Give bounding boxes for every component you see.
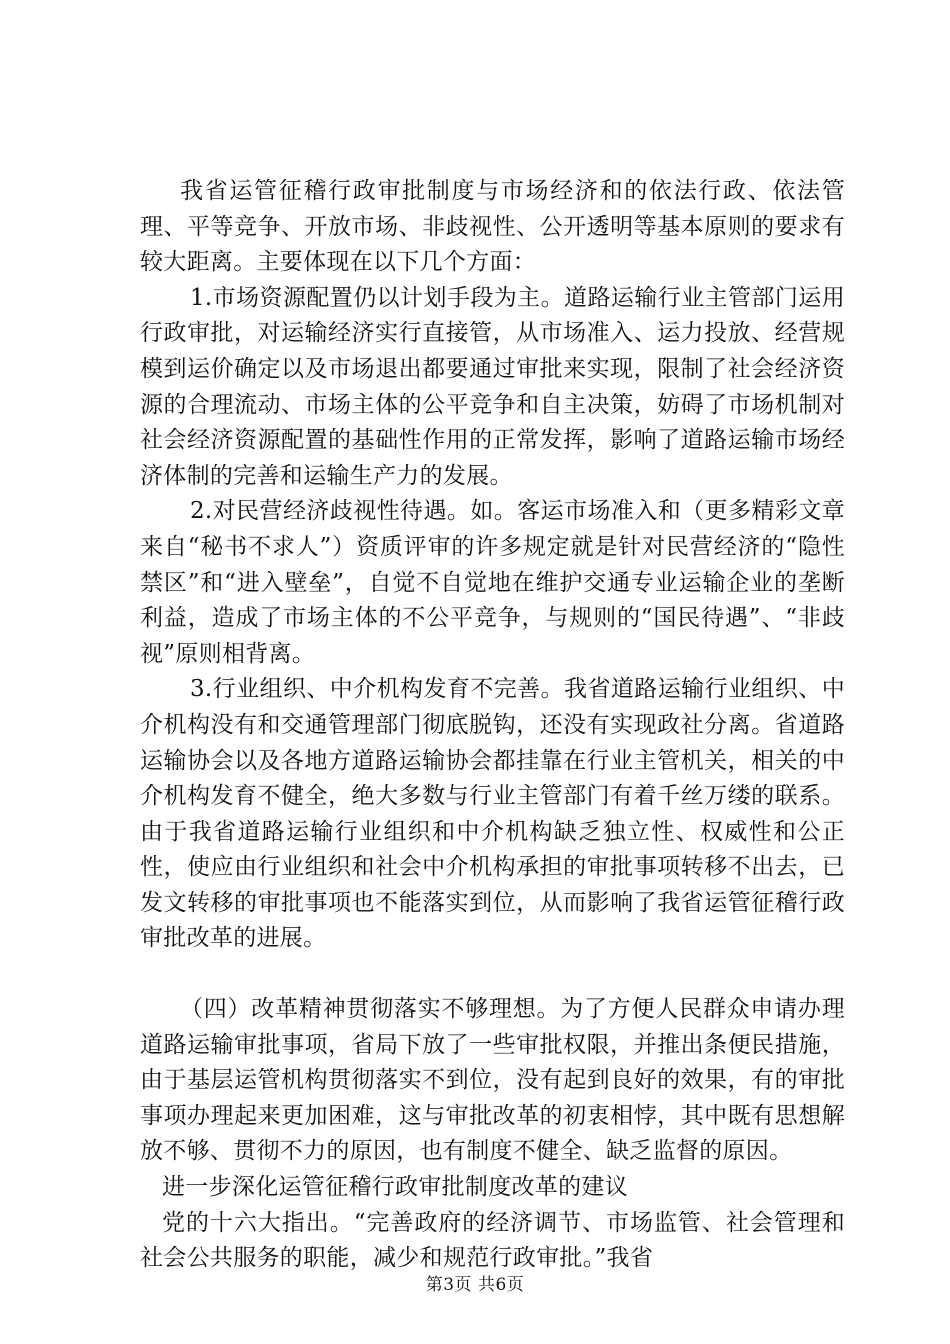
paragraph-point-3: 3.行业组织、中介机构发育不完善。我省道路运输行业组织、中介机构没有和交通管理部门彻底脱钩，还没有实现政社分离。省道路运输协会以及各地方道路运输协会都挂靠在行业主管机关，相关的中介机构发育不健全，绝大多数与行业主管部门有着千丝万缕的联系。由于我省道路运输行业组织和中介机构缺乏独立性、权威性和公正性，使应由行业组织和社会中介机构承担的审批事项转移不出去，已发文转移的审批事项也不能落实到位，从而影响了我省运管征稽行政审批改革的进展。: [140, 676, 845, 952]
paragraph-party-congress: 党的十六大指出。“完善政府的经济调节、市场监管、社会管理和社会公共服务的职能，减少和规范行政审批。”我省: [140, 1209, 845, 1272]
document-body: [140, 174, 845, 1277]
paragraph-intro: 我省运管征稽行政审批制度与市场经济和的依法行政、依法管理、平等竞争、开放市场、非歧视性、公开透明等基本原则的要求有较大距离。主要体现在以下几个方面：: [140, 178, 845, 276]
section-heading-suggestions: 进一步深化运管征稽行政审批制度改革的建议: [162, 1174, 628, 1201]
paragraph-section-4: （四）改革精神贯彻落实不够理想。为了方便人民群众申请办理道路运输审批事项，省局下放了一些审批权限，并推出条便民措施，由于基层运管机构贯彻落实不到位，没有起到良好的效果，有的审批事项办理起来更加困难，这与审批改革的初衷相悖，其中既有思想解放不够、贯彻不力的原因，也有制度不健全、缺乏监督的原因。: [140, 996, 845, 1165]
paragraph-point-1: 1.市场资源配置仍以计划手段为主。道路运输行业主管部门运用行政审批，对运输经济实行直接管，从市场准入、运力投放、经营规模到运价确定以及市场退出都要通过审批来实现，限制了社会经济资源的合理流动、市场主体的公平竞争和自主决策，妨碍了市场机制对社会经济资源配置的基础性作用的正常发挥，影响了道路运输市场经济体制的完善和运输生产力的发展。: [140, 284, 845, 489]
page-footer: 第3页 共6页: [425, 1275, 525, 1295]
paragraph-point-2: 2.对民营经济歧视性待遇。如。客运市场准入和（更多精彩文章来自“秘书不求人”）资质评审的许多规定就是针对民营经济的“隐性禁区”和“进入壁垒”，自觉不自觉地在维护交通专业运输企业的垄断利益，造成了市场主体的不公平竞争，与规则的“国民待遇”、“非歧视”原则相背离。: [140, 498, 845, 667]
